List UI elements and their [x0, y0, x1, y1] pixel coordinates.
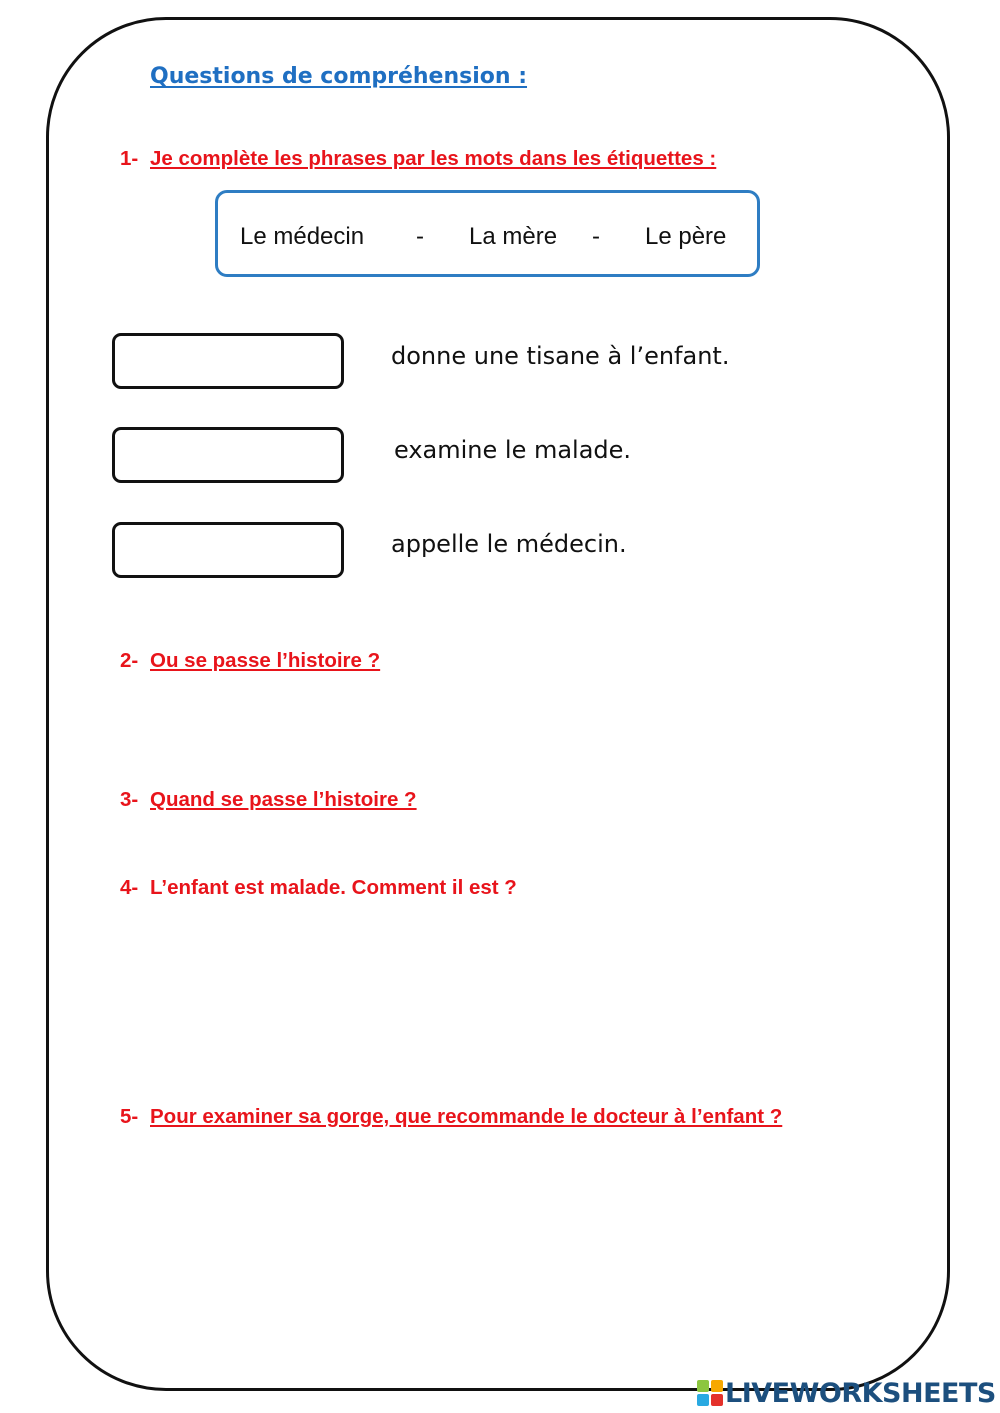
question-2-number: 2- [120, 649, 139, 672]
page-title: Questions de compréhension : [150, 64, 528, 89]
sentence-2-text: examine le malade. [394, 436, 632, 464]
question-1-number: 1- [120, 147, 139, 170]
question-5 [120, 1105, 782, 1129]
liveworksheets-watermark [697, 1376, 996, 1410]
liveworksheets-logo-icon [697, 1380, 723, 1406]
question-3-text: Quand se passe l’histoire ? [150, 788, 417, 811]
answer-input-2[interactable] [112, 427, 344, 483]
label-separator: - [592, 223, 600, 250]
label-le-pere[interactable]: Le père [645, 223, 727, 250]
question-5-text: Pour examiner sa gorge, que recommande le docteur à l’enfant ? [150, 1105, 783, 1128]
question-5-number: 5- [120, 1105, 139, 1128]
question-1-text: Je complète les phrases par les mots dans les étiquettes : [150, 147, 717, 170]
question-1 [120, 147, 716, 171]
question-4-text: L’enfant est malade. Comment il est ? [150, 876, 517, 899]
question-3-number: 3- [120, 788, 139, 811]
sentence-1-text: donne une tisane à l’enfant. [391, 342, 730, 370]
label-separator: - [416, 223, 424, 250]
label-le-medecin[interactable]: Le médecin [240, 223, 365, 250]
question-4 [120, 876, 517, 900]
question-2 [120, 649, 380, 673]
answer-input-3[interactable] [112, 522, 344, 578]
watermark-text: LIVEWORKSHEETS [725, 1377, 996, 1409]
question-3 [120, 788, 417, 812]
word-labels-box [215, 190, 760, 277]
answer-input-1[interactable] [112, 333, 344, 389]
question-2-text: Ou se passe l’histoire ? [150, 649, 381, 672]
question-4-number: 4- [120, 876, 139, 899]
label-la-mere[interactable]: La mère [469, 223, 558, 250]
sentence-3-text: appelle le médecin. [391, 530, 627, 558]
